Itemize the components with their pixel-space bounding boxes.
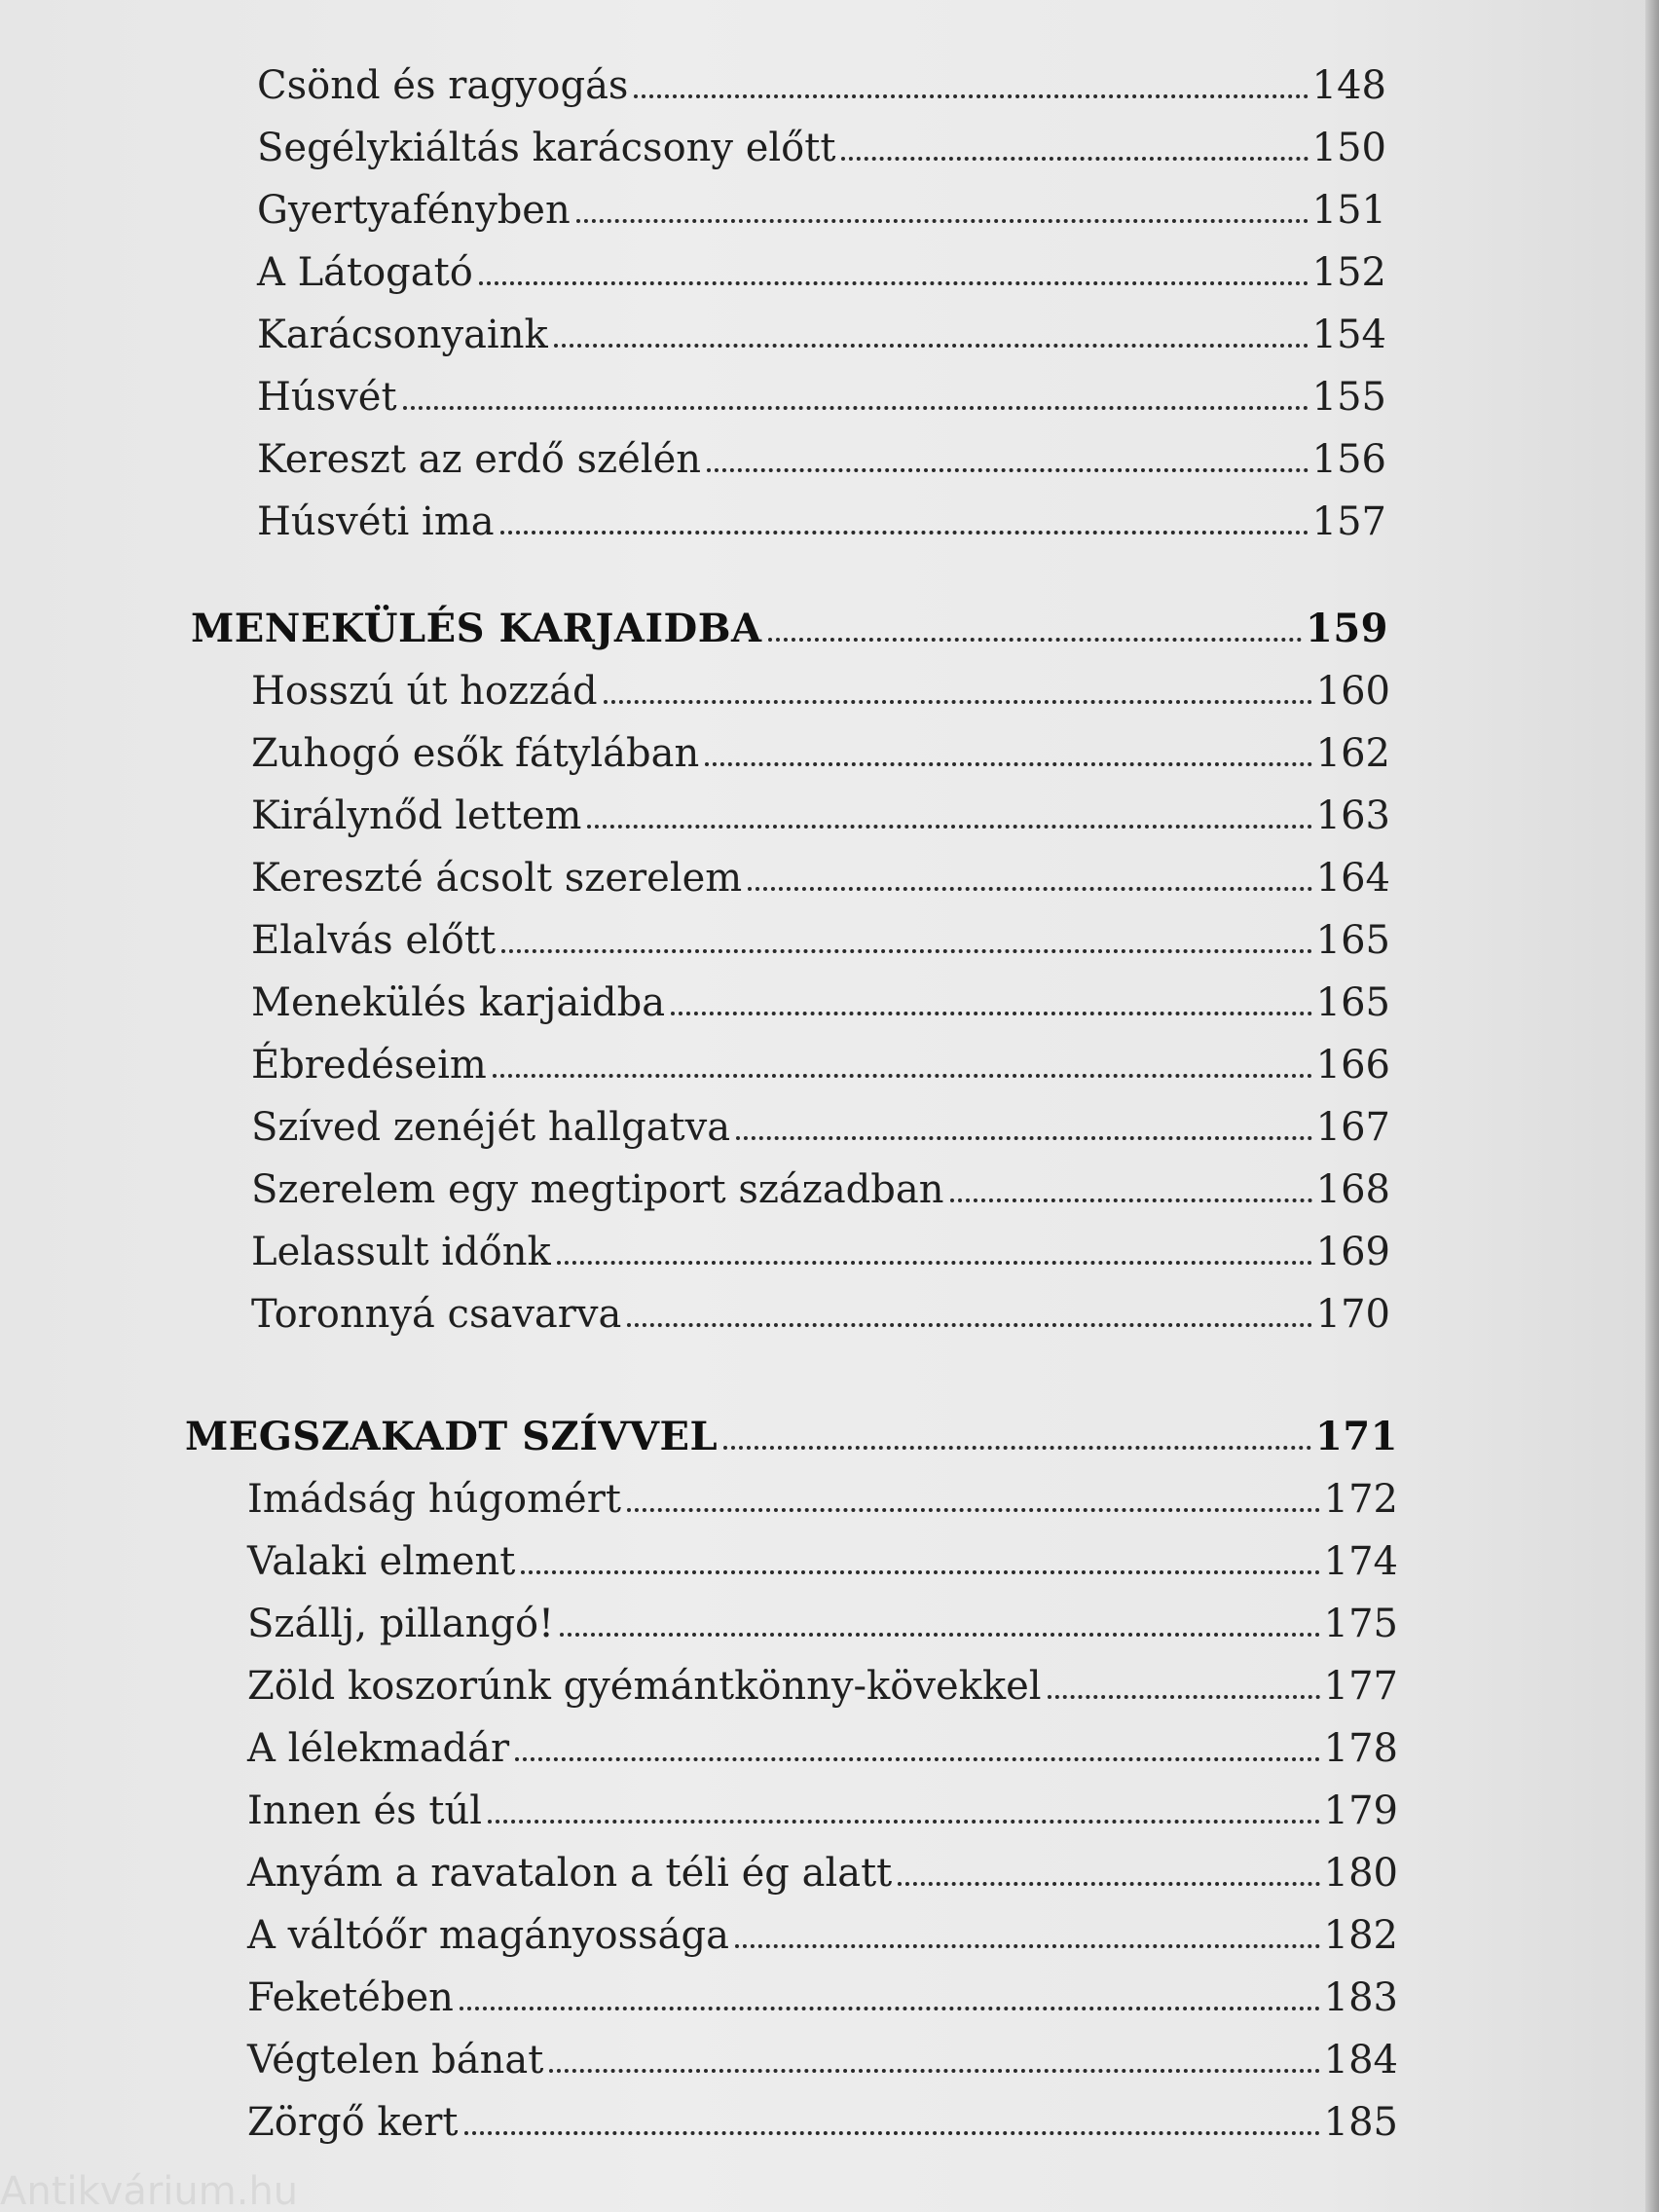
watermark: Antikvárium.hu [0, 2169, 299, 2212]
toc-entry [0, 1780, 1398, 1842]
toc-entry [0, 1967, 1398, 2029]
dot-leader [501, 949, 1312, 953]
entry-title: Lelassult időnk [251, 1230, 551, 1274]
entry-title: Királynőd lettem [251, 793, 582, 838]
page-number: 184 [1323, 2038, 1398, 2083]
dot-leader [768, 638, 1302, 642]
page-number: 163 [1315, 793, 1390, 838]
page-number: 165 [1315, 980, 1390, 1025]
dot-leader [479, 281, 1309, 285]
page-number: 155 [1311, 375, 1386, 420]
section-title: MENEKÜLÉS KARJAIDBA [191, 606, 762, 651]
entry-title: Kereszt az erdő szélén [257, 437, 701, 482]
page-number: 174 [1323, 1539, 1398, 1584]
toc-entry [0, 1283, 1390, 1346]
dot-leader [549, 2069, 1319, 2073]
dot-leader [705, 762, 1311, 766]
entry-title: Gyertyafényben [257, 188, 571, 233]
page-number: 185 [1323, 2100, 1398, 2145]
page-number: 170 [1315, 1292, 1390, 1337]
entry-title: Innen és túl [247, 1788, 483, 1833]
page-number: 150 [1311, 126, 1386, 170]
page-number: 179 [1323, 1788, 1398, 1833]
entry-title: Végtelen bánat [247, 2038, 544, 2083]
entry-title: Karácsonyaink [257, 313, 548, 357]
entry-title: Toronnyá csavarva [251, 1292, 622, 1337]
page-number: 165 [1315, 918, 1390, 963]
toc-section-heading [0, 1406, 1398, 1468]
page-number: 159 [1306, 606, 1388, 651]
toc-group-1 [0, 55, 1659, 553]
page-number: 164 [1315, 856, 1390, 901]
toc-entry [0, 2091, 1398, 2154]
toc-entry [0, 304, 1386, 366]
page-number: 166 [1315, 1043, 1390, 1088]
page-number: 167 [1315, 1105, 1390, 1150]
entry-title: Zuhogó esők fátylában [251, 731, 700, 776]
dot-leader [460, 2007, 1320, 2010]
dot-leader [557, 1261, 1312, 1265]
dot-leader [403, 406, 1309, 410]
page-number: 160 [1315, 669, 1390, 714]
entry-title: Szerelem egy megtiport században [251, 1167, 944, 1212]
toc-entry [0, 491, 1386, 553]
dot-leader [898, 1882, 1319, 1886]
entry-title: A váltóőr magányossága [247, 1913, 729, 1958]
toc-entry [0, 1034, 1390, 1096]
entry-title: Húsvéti ima [257, 499, 495, 544]
page-number: 168 [1315, 1167, 1390, 1212]
dot-leader [587, 825, 1311, 829]
page-number: 182 [1323, 1913, 1398, 1958]
dot-leader [950, 1198, 1312, 1202]
page-number: 172 [1323, 1477, 1398, 1522]
toc-entry [0, 1655, 1398, 1717]
toc-entry [0, 1530, 1398, 1593]
page-number: 162 [1315, 731, 1390, 776]
page-number: 175 [1323, 1602, 1398, 1646]
page-number: 178 [1323, 1726, 1398, 1771]
page-number: 151 [1311, 188, 1386, 233]
toc-entry [0, 1221, 1390, 1283]
page-number: 177 [1323, 1664, 1398, 1709]
toc-entry [0, 972, 1390, 1034]
toc-group-3 [0, 1406, 1659, 2154]
toc-entry [0, 1717, 1398, 1780]
entry-title: Menekülés karjaidba [251, 980, 666, 1025]
toc-entry [0, 1593, 1398, 1655]
dot-leader [554, 344, 1309, 348]
section-title: MEGSZAKADT SZÍVVEL [185, 1414, 719, 1459]
dot-leader [671, 1012, 1312, 1015]
dot-leader [723, 1446, 1311, 1450]
entry-title: A lélekmadár [247, 1726, 510, 1771]
toc-entry [0, 722, 1390, 785]
dot-leader [515, 1757, 1320, 1761]
dot-leader [604, 700, 1312, 704]
page-number: 183 [1323, 1975, 1398, 2020]
page-edge [1645, 0, 1659, 2212]
toc-entry [0, 660, 1390, 722]
entry-title: Kereszté ácsolt szerelem [251, 856, 743, 901]
toc-entry [0, 1159, 1390, 1221]
dot-leader [576, 219, 1309, 223]
toc-entry [0, 117, 1386, 179]
toc-entry [0, 785, 1390, 847]
dot-leader [627, 1323, 1311, 1327]
entry-title: Csönd és ragyogás [257, 63, 629, 108]
entry-title: Feketében [247, 1975, 454, 2020]
dot-leader [560, 1633, 1320, 1637]
dot-leader [488, 1820, 1320, 1824]
dot-leader [707, 468, 1309, 472]
entry-title: Szíved zenéjét hallgatva [251, 1105, 731, 1150]
page-number: 157 [1311, 499, 1386, 544]
dot-leader [627, 1508, 1320, 1512]
dot-leader [500, 531, 1309, 535]
dot-leader [521, 1570, 1319, 1574]
page-number: 148 [1311, 63, 1386, 108]
toc-entry [0, 909, 1390, 972]
page-number: 169 [1315, 1230, 1390, 1274]
entry-title: Hosszú út hozzád [251, 669, 598, 714]
toc-entry [0, 1842, 1398, 1904]
entry-title: Imádság húgomért [247, 1477, 621, 1522]
entry-title: Húsvét [257, 375, 397, 420]
toc-entry [0, 366, 1386, 428]
entry-title: Valaki elment [247, 1539, 516, 1584]
dot-leader [735, 1944, 1320, 1948]
page-number: 152 [1311, 250, 1386, 295]
page-number: 154 [1311, 313, 1386, 357]
toc-entry [0, 241, 1386, 304]
toc-entry [0, 428, 1386, 491]
entry-title: Anyám a ravatalon a téli ég alatt [247, 1851, 893, 1896]
entry-title: A Látogató [257, 250, 473, 295]
entry-title: Zörgő kert [247, 2100, 459, 2145]
dot-leader [736, 1136, 1312, 1140]
toc-entry [0, 1904, 1398, 1967]
toc-entry [0, 2029, 1398, 2091]
dot-leader [841, 157, 1308, 161]
dot-leader [748, 887, 1311, 891]
entry-title: Segélykiáltás karácsony előtt [257, 126, 836, 170]
page-number: 156 [1311, 437, 1386, 482]
page-number: 180 [1323, 1851, 1398, 1896]
entry-title: Ébredéseim [251, 1043, 487, 1088]
dot-leader [1048, 1695, 1320, 1699]
toc-entry [0, 847, 1390, 909]
dot-leader [493, 1074, 1312, 1078]
toc-entry [0, 179, 1386, 241]
toc-entry [0, 1468, 1398, 1530]
entry-title: Szállj, pillangó! [247, 1602, 555, 1646]
toc-entry [0, 55, 1386, 117]
dot-leader [634, 94, 1308, 98]
dot-leader [464, 2131, 1320, 2135]
entry-title: Elalvás előtt [251, 918, 497, 963]
page-number: 171 [1315, 1414, 1398, 1459]
toc-entry [0, 1096, 1390, 1159]
toc-section-heading [0, 598, 1388, 660]
entry-title: Zöld koszorúnk gyémántkönny-kövekkel [247, 1664, 1042, 1709]
toc-group-2 [0, 598, 1659, 1346]
